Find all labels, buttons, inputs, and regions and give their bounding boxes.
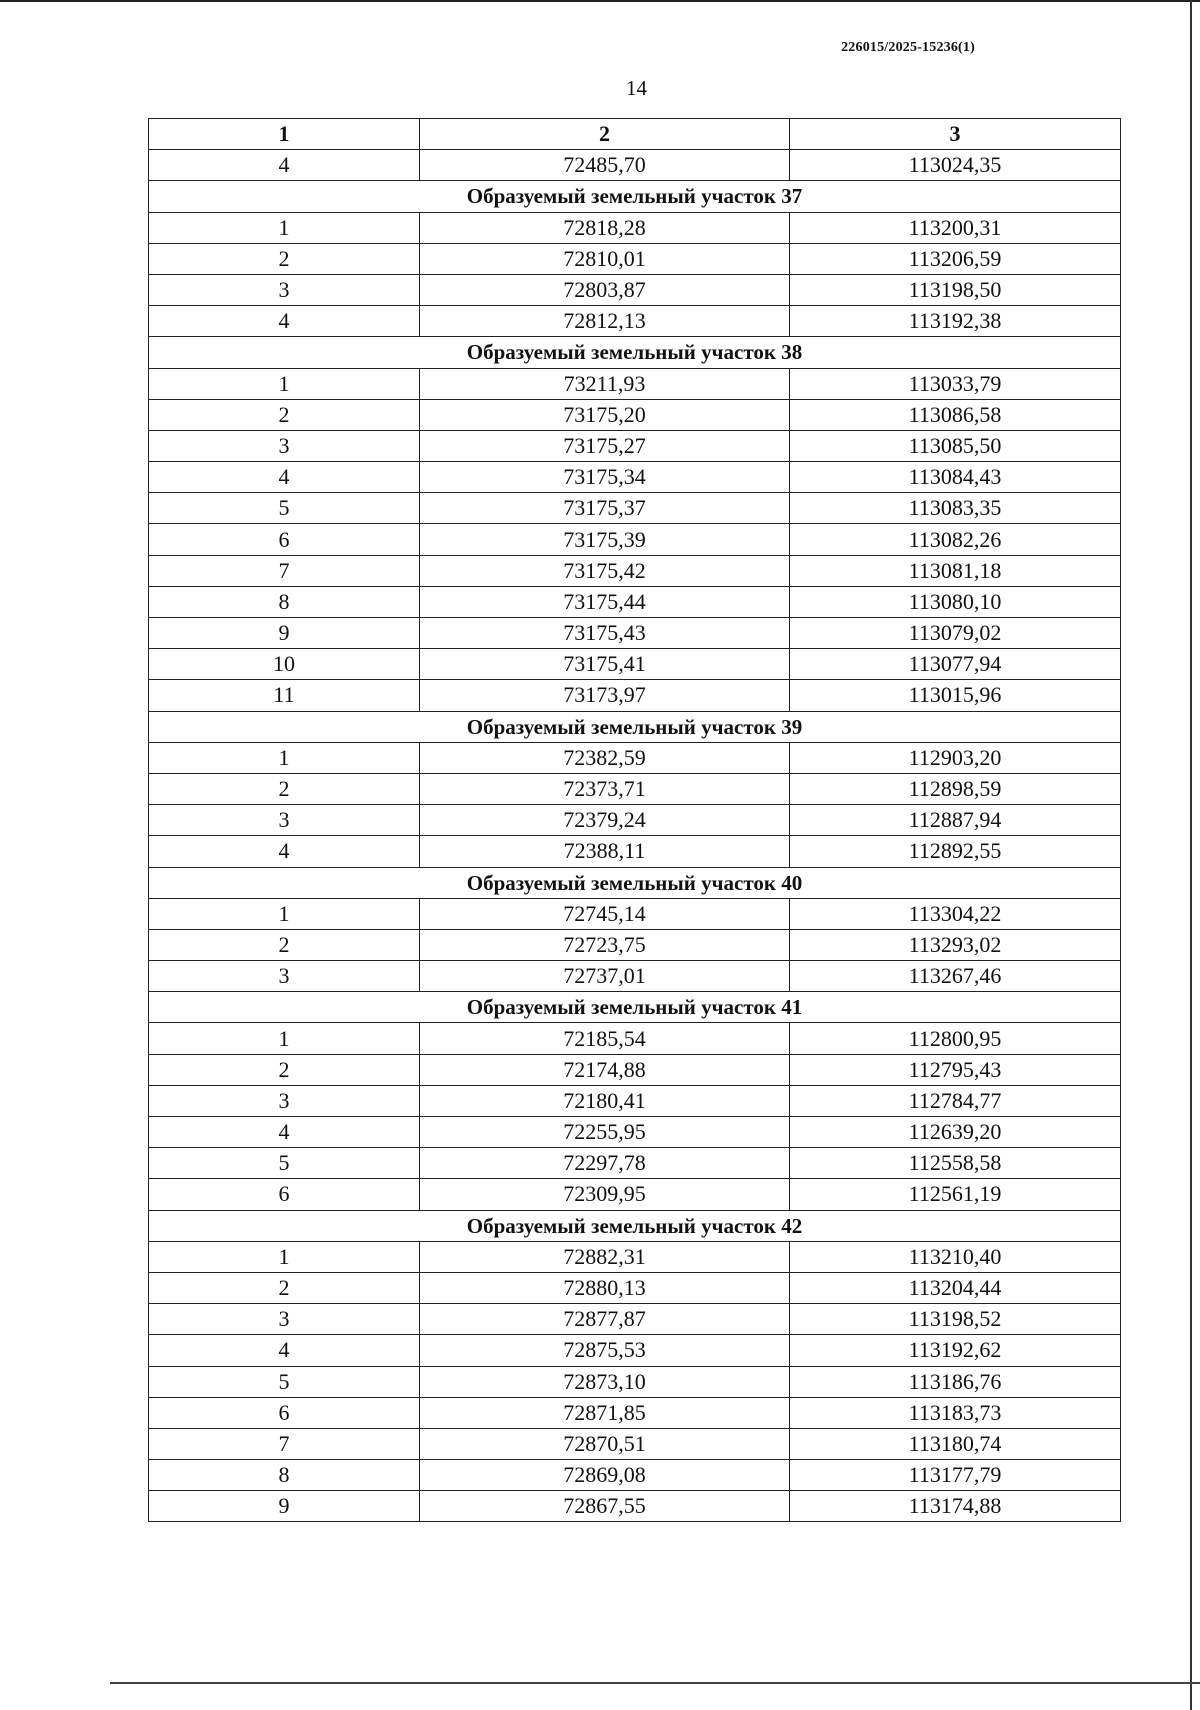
coordinate-x-cell: 72485,70 [420, 150, 790, 181]
coordinates-table [148, 118, 1121, 1522]
table-row [149, 555, 1121, 586]
point-number-cell: 7 [149, 1428, 420, 1459]
point-number-cell: 10 [149, 649, 420, 680]
point-number-cell: 9 [149, 618, 420, 649]
table-row [149, 618, 1121, 649]
coordinate-x-cell: 72723,75 [420, 929, 790, 960]
coordinate-y-cell: 113079,02 [790, 618, 1121, 649]
table-row [149, 1054, 1121, 1085]
coordinate-y-cell: 113304,22 [790, 898, 1121, 929]
table-header-row [149, 119, 1121, 150]
section-title: Образуемый земельный участок 42 [149, 1210, 1121, 1241]
point-number-cell: 3 [149, 1304, 420, 1335]
coordinate-x-cell: 72309,95 [420, 1179, 790, 1210]
coordinate-x-cell: 72174,88 [420, 1054, 790, 1085]
table-row [149, 1272, 1121, 1303]
coordinate-y-cell: 113198,50 [790, 274, 1121, 305]
coordinate-y-cell: 113077,94 [790, 649, 1121, 680]
column-header: 3 [790, 119, 1121, 150]
coordinate-y-cell: 112892,55 [790, 836, 1121, 867]
table-row [149, 399, 1121, 430]
coordinate-y-cell: 113084,43 [790, 462, 1121, 493]
coordinate-x-cell: 72297,78 [420, 1148, 790, 1179]
table-row [149, 836, 1121, 867]
table-row [149, 430, 1121, 461]
coordinate-y-cell: 112558,58 [790, 1148, 1121, 1179]
coordinate-x-cell: 73175,42 [420, 555, 790, 586]
coordinate-x-cell: 72379,24 [420, 805, 790, 836]
column-header: 2 [420, 119, 790, 150]
section-title-row [149, 1210, 1121, 1241]
coordinate-x-cell: 72185,54 [420, 1023, 790, 1054]
coordinate-x-cell: 73173,97 [420, 680, 790, 711]
coordinate-y-cell: 113174,88 [790, 1491, 1121, 1522]
coordinate-x-cell: 72867,55 [420, 1491, 790, 1522]
scan-border-top [0, 0, 1200, 2]
column-header: 1 [149, 119, 420, 150]
section-title-row [149, 337, 1121, 368]
point-number-cell: 5 [149, 1366, 420, 1397]
point-number-cell: 6 [149, 1397, 420, 1428]
point-number-cell: 1 [149, 1023, 420, 1054]
table-row [149, 898, 1121, 929]
table-row [149, 243, 1121, 274]
point-number-cell: 2 [149, 773, 420, 804]
table-row [149, 586, 1121, 617]
coordinate-y-cell: 113177,79 [790, 1460, 1121, 1491]
coordinate-x-cell: 72873,10 [420, 1366, 790, 1397]
coordinate-y-cell: 112800,95 [790, 1023, 1121, 1054]
coordinate-x-cell: 73175,44 [420, 586, 790, 617]
coordinate-y-cell: 113086,58 [790, 399, 1121, 430]
point-number-cell: 3 [149, 805, 420, 836]
table-row [149, 961, 1121, 992]
table-row [149, 1304, 1121, 1335]
section-title: Образуемый земельный участок 38 [149, 337, 1121, 368]
point-number-cell: 2 [149, 243, 420, 274]
coordinate-y-cell: 113186,76 [790, 1366, 1121, 1397]
point-number-cell: 8 [149, 1460, 420, 1491]
coordinate-x-cell: 72745,14 [420, 898, 790, 929]
page-number: 14 [626, 76, 647, 100]
coordinate-x-cell: 72818,28 [420, 212, 790, 243]
coordinate-y-cell: 113210,40 [790, 1241, 1121, 1272]
table-row [149, 805, 1121, 836]
point-number-cell: 2 [149, 929, 420, 960]
coordinate-y-cell: 112561,19 [790, 1179, 1121, 1210]
table-row [149, 212, 1121, 243]
table-row [149, 1366, 1121, 1397]
coordinate-x-cell: 72877,87 [420, 1304, 790, 1335]
table-row [149, 493, 1121, 524]
section-title: Образуемый земельный участок 41 [149, 992, 1121, 1023]
coordinate-x-cell: 73175,39 [420, 524, 790, 555]
section-title-row [149, 711, 1121, 742]
point-number-cell: 4 [149, 1117, 420, 1148]
point-number-cell: 4 [149, 306, 420, 337]
coordinate-x-cell: 72180,41 [420, 1085, 790, 1116]
point-number-cell: 2 [149, 399, 420, 430]
coordinate-y-cell: 112898,59 [790, 773, 1121, 804]
coordinate-y-cell: 113082,26 [790, 524, 1121, 555]
section-title-row [149, 181, 1121, 212]
table-row [149, 1428, 1121, 1459]
coordinate-y-cell: 112887,94 [790, 805, 1121, 836]
coordinate-x-cell: 72810,01 [420, 243, 790, 274]
coordinate-y-cell: 113206,59 [790, 243, 1121, 274]
point-number-cell: 4 [149, 462, 420, 493]
section-title-row [149, 992, 1121, 1023]
coordinate-x-cell: 72803,87 [420, 274, 790, 305]
coordinate-x-cell: 72882,31 [420, 1241, 790, 1272]
coordinate-x-cell: 72875,53 [420, 1335, 790, 1366]
table-row [149, 462, 1121, 493]
coordinate-x-cell: 72871,85 [420, 1397, 790, 1428]
table-row [149, 929, 1121, 960]
coordinate-y-cell: 113080,10 [790, 586, 1121, 617]
table-row [149, 274, 1121, 305]
coordinate-y-cell: 112784,77 [790, 1085, 1121, 1116]
coordinate-y-cell: 113267,46 [790, 961, 1121, 992]
coordinate-y-cell: 113192,62 [790, 1335, 1121, 1366]
point-number-cell: 3 [149, 1085, 420, 1116]
coordinate-y-cell: 113081,18 [790, 555, 1121, 586]
coordinate-x-cell: 72382,59 [420, 742, 790, 773]
table-row [149, 1491, 1121, 1522]
coordinate-x-cell: 73175,37 [420, 493, 790, 524]
scan-border-right [1190, 0, 1192, 1710]
coordinate-x-cell: 73175,20 [420, 399, 790, 430]
point-number-cell: 6 [149, 524, 420, 555]
coordinate-x-cell: 73175,34 [420, 462, 790, 493]
point-number-cell: 4 [149, 1335, 420, 1366]
point-number-cell: 8 [149, 586, 420, 617]
coordinate-y-cell: 113204,44 [790, 1272, 1121, 1303]
point-number-cell: 2 [149, 1272, 420, 1303]
coordinate-y-cell: 113083,35 [790, 493, 1121, 524]
table-row [149, 1460, 1121, 1491]
point-number-cell: 1 [149, 898, 420, 929]
point-number-cell: 2 [149, 1054, 420, 1085]
coordinate-y-cell: 112639,20 [790, 1117, 1121, 1148]
section-title: Образуемый земельный участок 39 [149, 711, 1121, 742]
table-row [149, 1117, 1121, 1148]
point-number-cell: 3 [149, 430, 420, 461]
point-number-cell: 1 [149, 212, 420, 243]
coordinate-x-cell: 72388,11 [420, 836, 790, 867]
point-number-cell: 5 [149, 1148, 420, 1179]
coordinate-y-cell: 113293,02 [790, 929, 1121, 960]
table-row [149, 368, 1121, 399]
table-row [149, 742, 1121, 773]
point-number-cell: 1 [149, 742, 420, 773]
coordinate-x-cell: 72812,13 [420, 306, 790, 337]
table-row [149, 524, 1121, 555]
coordinate-x-cell: 73175,27 [420, 430, 790, 461]
point-number-cell: 7 [149, 555, 420, 586]
table-row [149, 1085, 1121, 1116]
coordinate-x-cell: 72870,51 [420, 1428, 790, 1459]
table-row [149, 1148, 1121, 1179]
section-title: Образуемый земельный участок 37 [149, 181, 1121, 212]
document-number: 226015/2025-15236(1) [841, 40, 975, 55]
coordinate-x-cell: 72737,01 [420, 961, 790, 992]
table-row [149, 1397, 1121, 1428]
table-row [149, 1179, 1121, 1210]
point-number-cell: 9 [149, 1491, 420, 1522]
coordinate-x-cell: 73211,93 [420, 368, 790, 399]
table-row [149, 1023, 1121, 1054]
coordinate-y-cell: 113198,52 [790, 1304, 1121, 1335]
coordinate-y-cell: 112795,43 [790, 1054, 1121, 1085]
coordinate-x-cell: 72373,71 [420, 773, 790, 804]
coordinate-y-cell: 113085,50 [790, 430, 1121, 461]
section-title: Образуемый земельный участок 40 [149, 867, 1121, 898]
coordinate-y-cell: 113024,35 [790, 150, 1121, 181]
coordinate-y-cell: 113033,79 [790, 368, 1121, 399]
point-number-cell: 6 [149, 1179, 420, 1210]
coordinate-y-cell: 113200,31 [790, 212, 1121, 243]
coordinate-x-cell: 73175,41 [420, 649, 790, 680]
point-number-cell: 3 [149, 274, 420, 305]
section-title-row [149, 867, 1121, 898]
coordinate-y-cell: 113015,96 [790, 680, 1121, 711]
table-row [149, 306, 1121, 337]
point-number-cell: 5 [149, 493, 420, 524]
coordinate-x-cell: 72869,08 [420, 1460, 790, 1491]
coordinate-y-cell: 113192,38 [790, 306, 1121, 337]
coordinate-x-cell: 73175,43 [420, 618, 790, 649]
point-number-cell: 11 [149, 680, 420, 711]
point-number-cell: 4 [149, 150, 420, 181]
table-row [149, 649, 1121, 680]
table-row [149, 773, 1121, 804]
coordinate-x-cell: 72255,95 [420, 1117, 790, 1148]
coordinates-table-body [149, 119, 1121, 1522]
table-row [149, 1335, 1121, 1366]
table-row [149, 150, 1121, 181]
point-number-cell: 1 [149, 368, 420, 399]
coordinate-x-cell: 72880,13 [420, 1272, 790, 1303]
point-number-cell: 1 [149, 1241, 420, 1272]
point-number-cell: 4 [149, 836, 420, 867]
coordinate-y-cell: 113180,74 [790, 1428, 1121, 1459]
coordinate-y-cell: 112903,20 [790, 742, 1121, 773]
table-row [149, 680, 1121, 711]
scan-border-bottom [110, 1682, 1200, 1684]
table-row [149, 1241, 1121, 1272]
coordinate-y-cell: 113183,73 [790, 1397, 1121, 1428]
point-number-cell: 3 [149, 961, 420, 992]
